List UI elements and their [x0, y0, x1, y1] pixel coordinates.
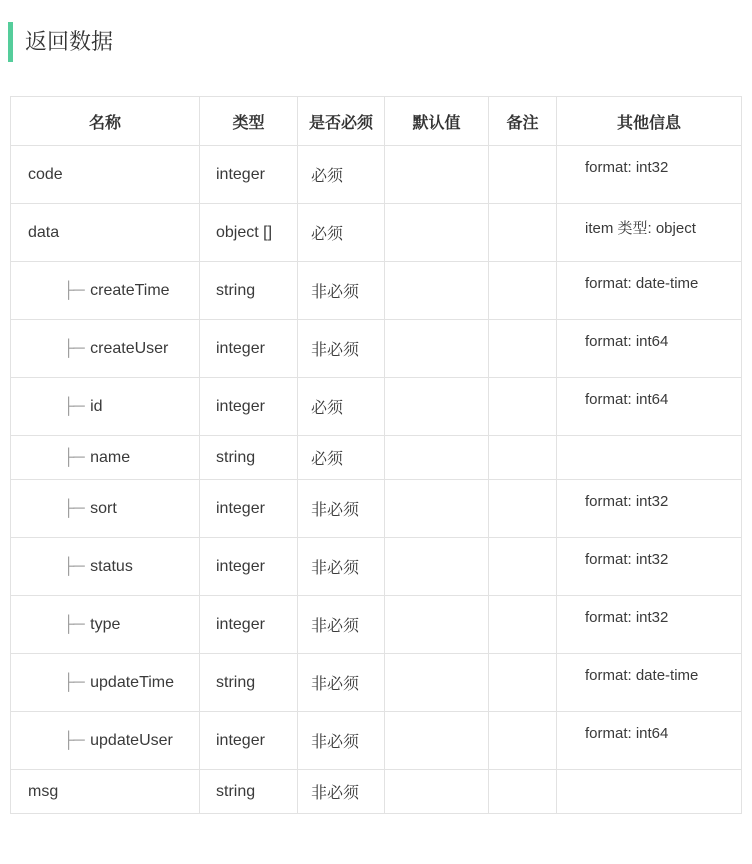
response-data-table — [10, 96, 742, 814]
tree-branch-icon: ├─ — [63, 281, 88, 299]
tree-branch-icon: ├─ — [63, 448, 88, 466]
field-type-cell: integer — [200, 378, 298, 436]
field-default-cell — [385, 146, 489, 204]
field-required-cell: 非必须 — [298, 596, 385, 654]
field-default-cell — [385, 480, 489, 538]
field-name-cell — [11, 480, 200, 538]
field-name: sort — [90, 499, 117, 517]
field-name-cell — [11, 770, 200, 814]
tree-branch-icon: ├─ — [63, 499, 88, 517]
field-type-cell: integer — [200, 146, 298, 204]
field-info-cell: format: int64 — [557, 320, 742, 378]
field-required-cell: 非必须 — [298, 320, 385, 378]
field-remark-cell — [489, 146, 557, 204]
table-row — [11, 480, 742, 538]
column-header-1: 类型 — [200, 97, 298, 146]
field-default-cell — [385, 596, 489, 654]
field-default-cell — [385, 712, 489, 770]
field-info-cell — [557, 770, 742, 814]
field-remark-cell — [489, 538, 557, 596]
field-info-cell — [557, 436, 742, 480]
header-row — [11, 97, 742, 146]
field-default-cell — [385, 538, 489, 596]
field-name-cell — [11, 538, 200, 596]
column-header-0: 名称 — [11, 97, 200, 146]
column-header-4: 备注 — [489, 97, 557, 146]
column-header-3: 默认值 — [385, 97, 489, 146]
field-remark-cell — [489, 480, 557, 538]
field-name: createUser — [90, 339, 169, 357]
field-name: code — [28, 165, 63, 183]
field-remark-cell — [489, 770, 557, 814]
field-name-cell — [11, 436, 200, 480]
field-name-cell — [11, 654, 200, 712]
field-type-cell: string — [200, 262, 298, 320]
table-row — [11, 712, 742, 770]
table-row — [11, 320, 742, 378]
field-type-cell: integer — [200, 480, 298, 538]
field-default-cell — [385, 770, 489, 814]
page-title: 返回数据 — [8, 22, 741, 62]
table-row — [11, 770, 742, 814]
field-type-cell: integer — [200, 538, 298, 596]
field-required-cell: 必须 — [298, 146, 385, 204]
field-info-cell: format: date-time — [557, 262, 742, 320]
tree-branch-icon: ├─ — [63, 397, 88, 415]
table-row — [11, 538, 742, 596]
field-name: id — [90, 397, 103, 415]
column-header-5: 其他信息 — [557, 97, 742, 146]
field-default-cell — [385, 378, 489, 436]
field-remark-cell — [489, 378, 557, 436]
field-name: data — [28, 223, 60, 241]
field-default-cell — [385, 436, 489, 480]
field-required-cell: 非必须 — [298, 538, 385, 596]
field-required-cell: 必须 — [298, 204, 385, 262]
field-name-cell — [11, 204, 200, 262]
table-body — [11, 146, 742, 814]
tree-branch-icon: ├─ — [63, 615, 88, 633]
field-name-cell — [11, 262, 200, 320]
field-name: createTime — [90, 281, 170, 299]
field-name: msg — [28, 782, 59, 800]
field-required-cell: 非必须 — [298, 770, 385, 814]
field-type-cell: string — [200, 770, 298, 814]
field-info-cell: format: int64 — [557, 378, 742, 436]
field-remark-cell — [489, 436, 557, 480]
tree-branch-icon: ├─ — [63, 673, 88, 691]
field-default-cell — [385, 320, 489, 378]
field-name-cell — [11, 146, 200, 204]
field-remark-cell — [489, 262, 557, 320]
field-required-cell: 必须 — [298, 378, 385, 436]
field-name-cell — [11, 378, 200, 436]
field-required-cell: 非必须 — [298, 480, 385, 538]
field-name-cell — [11, 596, 200, 654]
field-name-cell — [11, 712, 200, 770]
field-name: updateTime — [90, 673, 175, 691]
field-remark-cell — [489, 654, 557, 712]
field-name-cell — [11, 320, 200, 378]
table-row — [11, 204, 742, 262]
field-info-cell: format: int32 — [557, 146, 742, 204]
field-info-cell: item 类型: object — [557, 204, 742, 262]
field-type-cell: string — [200, 436, 298, 480]
field-name: updateUser — [90, 731, 173, 749]
table-row — [11, 654, 742, 712]
field-info-cell: format: int32 — [557, 596, 742, 654]
table-row — [11, 378, 742, 436]
field-name: type — [90, 615, 121, 633]
tree-branch-icon: ├─ — [63, 339, 88, 357]
field-required-cell: 非必须 — [298, 712, 385, 770]
field-info-cell: format: date-time — [557, 654, 742, 712]
field-default-cell — [385, 204, 489, 262]
field-type-cell: object [] — [200, 204, 298, 262]
tree-branch-icon: ├─ — [63, 731, 88, 749]
field-remark-cell — [489, 712, 557, 770]
field-remark-cell — [489, 596, 557, 654]
table-row — [11, 146, 742, 204]
field-required-cell: 非必须 — [298, 262, 385, 320]
table-row — [11, 262, 742, 320]
field-remark-cell — [489, 204, 557, 262]
table-row — [11, 436, 742, 480]
field-info-cell: format: int32 — [557, 538, 742, 596]
table-row — [11, 596, 742, 654]
tree-branch-icon: ├─ — [63, 557, 88, 575]
field-required-cell: 必须 — [298, 436, 385, 480]
field-type-cell: integer — [200, 712, 298, 770]
field-info-cell: format: int32 — [557, 480, 742, 538]
field-type-cell: integer — [200, 596, 298, 654]
field-type-cell: string — [200, 654, 298, 712]
field-required-cell: 非必须 — [298, 654, 385, 712]
field-default-cell — [385, 654, 489, 712]
field-default-cell — [385, 262, 489, 320]
field-type-cell: integer — [200, 320, 298, 378]
field-remark-cell — [489, 320, 557, 378]
column-header-2: 是否必须 — [298, 97, 385, 146]
field-name: status — [90, 557, 133, 575]
field-info-cell: format: int64 — [557, 712, 742, 770]
field-name: name — [90, 448, 131, 466]
